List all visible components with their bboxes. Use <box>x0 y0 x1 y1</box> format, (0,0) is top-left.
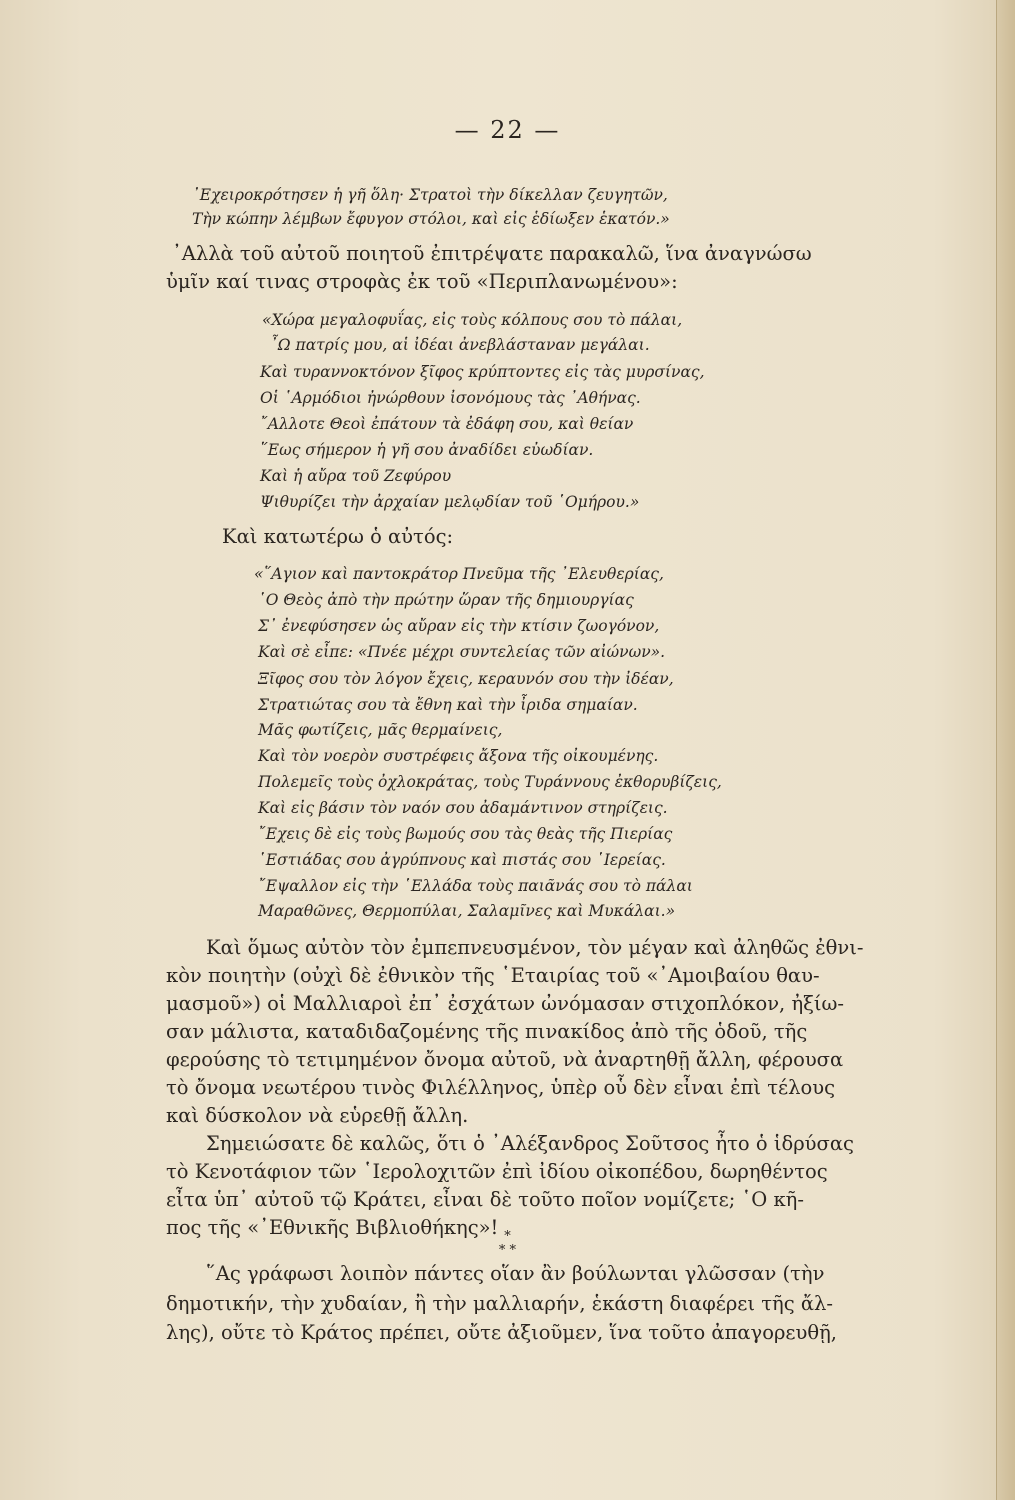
section-separator: * <box>504 1229 511 1244</box>
paragraph-line: ῞Ας γράφωσι λοιπὸν πάντες οἵαν ἂν βούλωνται γλῶσσαν (τὴν <box>206 1262 825 1285</box>
quote-line: Τὴν κώπην λέμβων ἔφυγον στόλοι, καὶ εἰς ἑδίωξεν ἑκατόν.» <box>192 210 670 228</box>
paragraph-line: καὶ δύσκολον νὰ εὑρεθῇ ἄλλη. <box>166 1104 469 1127</box>
paragraph-line: μασμοῦ») οἱ Μαλλιαροὶ ἐπ᾽ ἐσχάτων ὠνόμασαν στιχοπλόκον, ἠξίω- <box>166 992 845 1015</box>
poem-line: ῾Ο Θεὸς ἀπὸ τὴν πρώτην ὥραν τῆς δημιουργίας <box>258 591 634 609</box>
section-separator: * * <box>498 1243 517 1258</box>
poem-line: Καὶ τυραννοκτόνον ξῖφος κρύπτοντες εἰς τὰς μυρσίνας, <box>260 363 705 381</box>
poem-line: Ξῖφος σου τὸν λόγον ἔχεις, κεραυνόν σου τὴν ἰδέαν, <box>258 670 674 688</box>
poem-line: ῎Αλλοτε Θεοὶ ἐπάτουν τὰ ἐδάφη σου, καὶ θείαν <box>260 415 634 433</box>
poem-line: «῞Αγιον καὶ παντοκράτορ Πνεῦμα τῆς ᾽Ελευθερίας, <box>254 565 664 583</box>
page-number: — 22 — <box>454 116 561 144</box>
paragraph-line: τὸ Κενοτάφιον τῶν ῾Ιερολοχιτῶν ἐπὶ ἰδίου οἰκοπέδου, δωρηθέντος <box>166 1160 828 1183</box>
poem-line: Καὶ σὲ εἶπε: «Πνέε μέχρι συντελείας τῶν αἰώνων». <box>258 643 666 661</box>
poem-line: Καὶ εἰς βάσιν τὸν ναόν σου ἀδαμάντινον στηρίζεις. <box>258 799 668 817</box>
poem-line: Καὶ ἡ αὔρα τοῦ Ζεφύρου <box>260 467 452 485</box>
paragraph-line: εἶτα ὑπ᾽ αὐτοῦ τῷ Κράτει, εἶναι δὲ τοῦτο ποῖον νομίζετε; ῾Ο κῆ- <box>166 1188 804 1211</box>
poem-line: ῎Εψαλλον εἰς τὴν ῾Ελλάδα τοὺς παιᾶνάς σου τὸ πάλαι <box>258 877 693 895</box>
paragraph-line: κὸν ποιητὴν (οὐχὶ δὲ ἐθνικὸν τῆς ῾Εταιρίας τοῦ «᾽Αμοιβαίου θαυ- <box>166 964 820 987</box>
poem-line: Μᾶς φωτίζεις, μᾶς θερμαίνεις, <box>258 721 503 739</box>
poem-line: ῎Εχεις δὲ εἰς τοὺς βωμούς σου τὰς θεὰς τῆς Πιερίας <box>258 825 673 843</box>
paragraph-line: δημοτικήν, τὴν χυδαίαν, ἢ τὴν μαλλιαρήν, ἑκάστη διαφέρει τῆς ἄλ- <box>166 1292 833 1315</box>
poem-line: Πολεμεῖς τοὺς ὀχλοκράτας, τοὺς Τυράννους ἐκθορυβίζεις, <box>258 773 722 791</box>
poem-line: Οἱ ῾Αρμόδιοι ἠνώρθουν ἰσονόμους τὰς ᾽Αθήνας. <box>260 389 641 407</box>
paragraph-line: Καὶ κατωτέρω ὁ αὐτός: <box>222 525 454 548</box>
paragraph-line: σαν μάλιστα, καταδιδαζομένης τῆς πινακίδος ἀπὸ τῆς ὁδοῦ, τῆς <box>166 1020 808 1043</box>
poem-line: ῞Εως σήμερον ἡ γῆ σου ἀναδίδει εὐωδίαν. <box>260 441 594 459</box>
paragraph-line: Σημειώσατε δὲ καλῶς, ὅτι ὁ ᾽Αλέξανδρος Σοῦτσος ἦτο ὁ ἱδρύσας <box>206 1132 854 1155</box>
poem-line: ῏Ω πατρίς μου, αἱ ἰδέαι ἀνεβλάσταναν μεγάλαι. <box>270 336 650 354</box>
poem-line: «Χώρα μεγαλοφυΐας, εἰς τοὺς κόλπους σου τὸ πάλαι, <box>262 311 683 329</box>
paragraph-line: Καὶ ὅμως αὐτὸν τὸν ἐμπεπνευσμένον, τὸν μέγαν καὶ ἀληθῶς ἐθνι- <box>206 936 864 959</box>
paragraph-line: ᾽Αλλὰ τοῦ αὐτοῦ ποιητοῦ ἐπιτρέψατε παρακαλῶ, ἵνα ἀναγνώσω <box>172 242 812 265</box>
poem-line: Μαραθῶνες, Θερμοπύλαι, Σαλαμῖνες καὶ Μυκάλαι.» <box>258 902 676 920</box>
paragraph-line: πος τῆς «᾽Εθνικῆς Βιβλιοθήκης»! <box>166 1216 499 1239</box>
poem-line: Στρατιώτας σου τὰ ἔθνη καὶ τὴν ἶριδα σημαίαν. <box>258 696 638 714</box>
poem-line: ῾Εστιάδας σου ἀγρύπνους καὶ πιστάς σου ῾Ιερείας. <box>258 851 666 869</box>
paragraph-line: τὸ ὄνομα νεωτέρου τινὸς Φιλέλληνος, ὑπὲρ οὗ δὲν εἶναι ἐπὶ τέλους <box>166 1076 836 1099</box>
poem-line: Καὶ τὸν νοερὸν συστρέφεις ἄξονα τῆς οἰκουμένης. <box>258 747 659 765</box>
poem-line: Σ᾽ ἐνεφύσησεν ὡς αὔραν εἰς τὴν κτίσιν ζωογόνον, <box>258 617 660 635</box>
paragraph-line: ὑμῖν καί τινας στροφὰς ἐκ τοῦ «Περιπλανωμένου»: <box>166 270 678 293</box>
quote-line: ᾽Εχειροκρότησεν ἡ γῆ ὅλη· Στρατοὶ τὴν δίκελλαν ζευγητῶν, <box>192 186 668 204</box>
paragraph-line: φερούσης τὸ τετιμημένον ὄνομα αὐτοῦ, νὰ ἀναρτηθῇ ἄλλη, φέρουσα <box>166 1048 844 1071</box>
page-edge <box>996 0 1015 1500</box>
paragraph-line: λης), οὔτε τὸ Κράτος πρέπει, οὔτε ἀξιοῦμεν, ἵνα τοῦτο ἀπαγορευθῇ, <box>166 1321 837 1344</box>
poem-line: Ψιθυρίζει τὴν ἀρχαίαν μελῳδίαν τοῦ ῾Ομήρου.» <box>260 493 640 511</box>
